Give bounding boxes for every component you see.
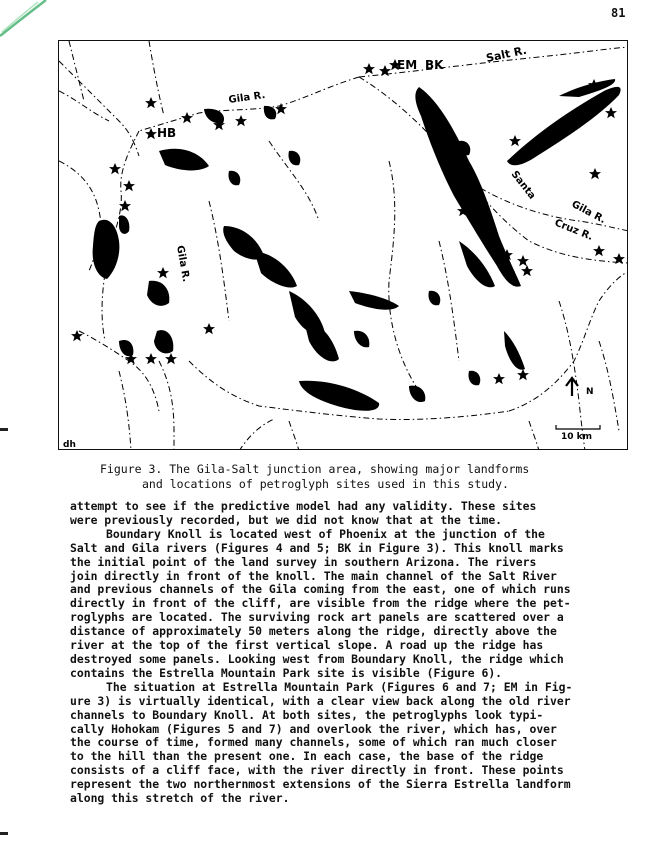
page-number: 81 — [611, 6, 626, 20]
label-santa: Santa — [508, 169, 538, 202]
text-line: distance of approximately 50 meters along the ridge, directly above the — [70, 624, 557, 639]
label-em: EM — [397, 58, 418, 72]
text-line: channels to Boundary Knoll. At both sites, the petroglyphs look typi- — [70, 707, 544, 722]
text-line: cally Hohokam (Figures 5 and 7) and overlook the river, which has, over — [70, 721, 557, 736]
paragraph-3 — [70, 681, 638, 806]
text-line: attempt to see if the predictive model had any validity. These sites — [70, 499, 537, 513]
figure-3-map — [58, 40, 628, 450]
text-line: to the hill than the present one. In each case, the base of the ridge — [70, 749, 544, 764]
text-line: Salt and Gila rivers (Figures 4 and 5; BK in Figure 3). This knoll marks — [70, 540, 564, 555]
text-line: The situation at Estrella Mountain Park (Figures 6 and 7; EM in Fig- — [106, 679, 573, 694]
text-line: directly in front of the cliff, are visible from the ridge where the pet- — [70, 596, 571, 611]
text-line: contains the Estrella Mountain Park site is visible (Figure 6). — [70, 665, 503, 680]
scale-bar — [556, 425, 600, 429]
label-credit: dh — [63, 440, 76, 450]
scan-mark-top-left — [0, 0, 60, 40]
text-line: were previously recorded, but we did not know that at the time. — [70, 512, 503, 527]
paragraph-1 — [70, 500, 638, 528]
body-text — [70, 500, 638, 806]
text-line: destroyed some panels. Looking west from Boundary Knoll, the ridge which — [70, 651, 564, 666]
text-line: join directly in front of the knoll. The main channel of the Salt River — [70, 568, 557, 583]
text-line: river at the top of the first vertical slope. A road up the ridge has — [70, 638, 544, 653]
text-line: along this stretch of the river. — [70, 791, 290, 806]
label-gila-r-east: Gila R. — [569, 198, 608, 227]
scan-mark-left-2 — [0, 832, 8, 835]
text-line: ure 3) is virtually identical, with a clear view back along the old river — [70, 693, 571, 708]
text-line: consists of a cliff face, with the river directly in front. These points — [70, 763, 564, 778]
label-salt-river: Salt R. — [484, 43, 528, 65]
text-line: the course of time, formed many channels, some of which ran much closer — [70, 735, 557, 750]
text-line: represent the two northernmost extensions of the Sierra Estrella landform — [70, 777, 571, 792]
label-gila-r-west: Gila R. — [174, 244, 192, 283]
caption-line-2: and locations of petroglyph sites used in this study. — [142, 477, 509, 491]
label-gila-r-north: Gila R. — [227, 89, 267, 106]
text-line: Boundary Knoll is located west of Phoenix at the junction of the — [106, 526, 545, 541]
paragraph-2 — [70, 528, 638, 681]
label-hb: HB — [157, 126, 177, 140]
label-scale: 10 km — [561, 432, 593, 442]
label-north: N — [586, 387, 594, 397]
text-line: roglyphs are located. The surviving rock art panels are scattered over a — [70, 610, 564, 625]
text-line: and previous channels of the Gila coming from the east, one of which runs — [70, 582, 571, 597]
site-stars — [71, 59, 625, 384]
caption-line-1: Figure 3. The Gila-Salt junction area, showing major landforms — [100, 462, 530, 476]
label-bk: BK — [425, 58, 444, 72]
scan-mark-left-1 — [0, 428, 8, 431]
figure-caption — [100, 462, 600, 492]
text-line: the initial point of the land survey in southern Arizona. The rivers — [70, 554, 537, 569]
label-cruz-r: Cruz R. — [552, 217, 595, 243]
